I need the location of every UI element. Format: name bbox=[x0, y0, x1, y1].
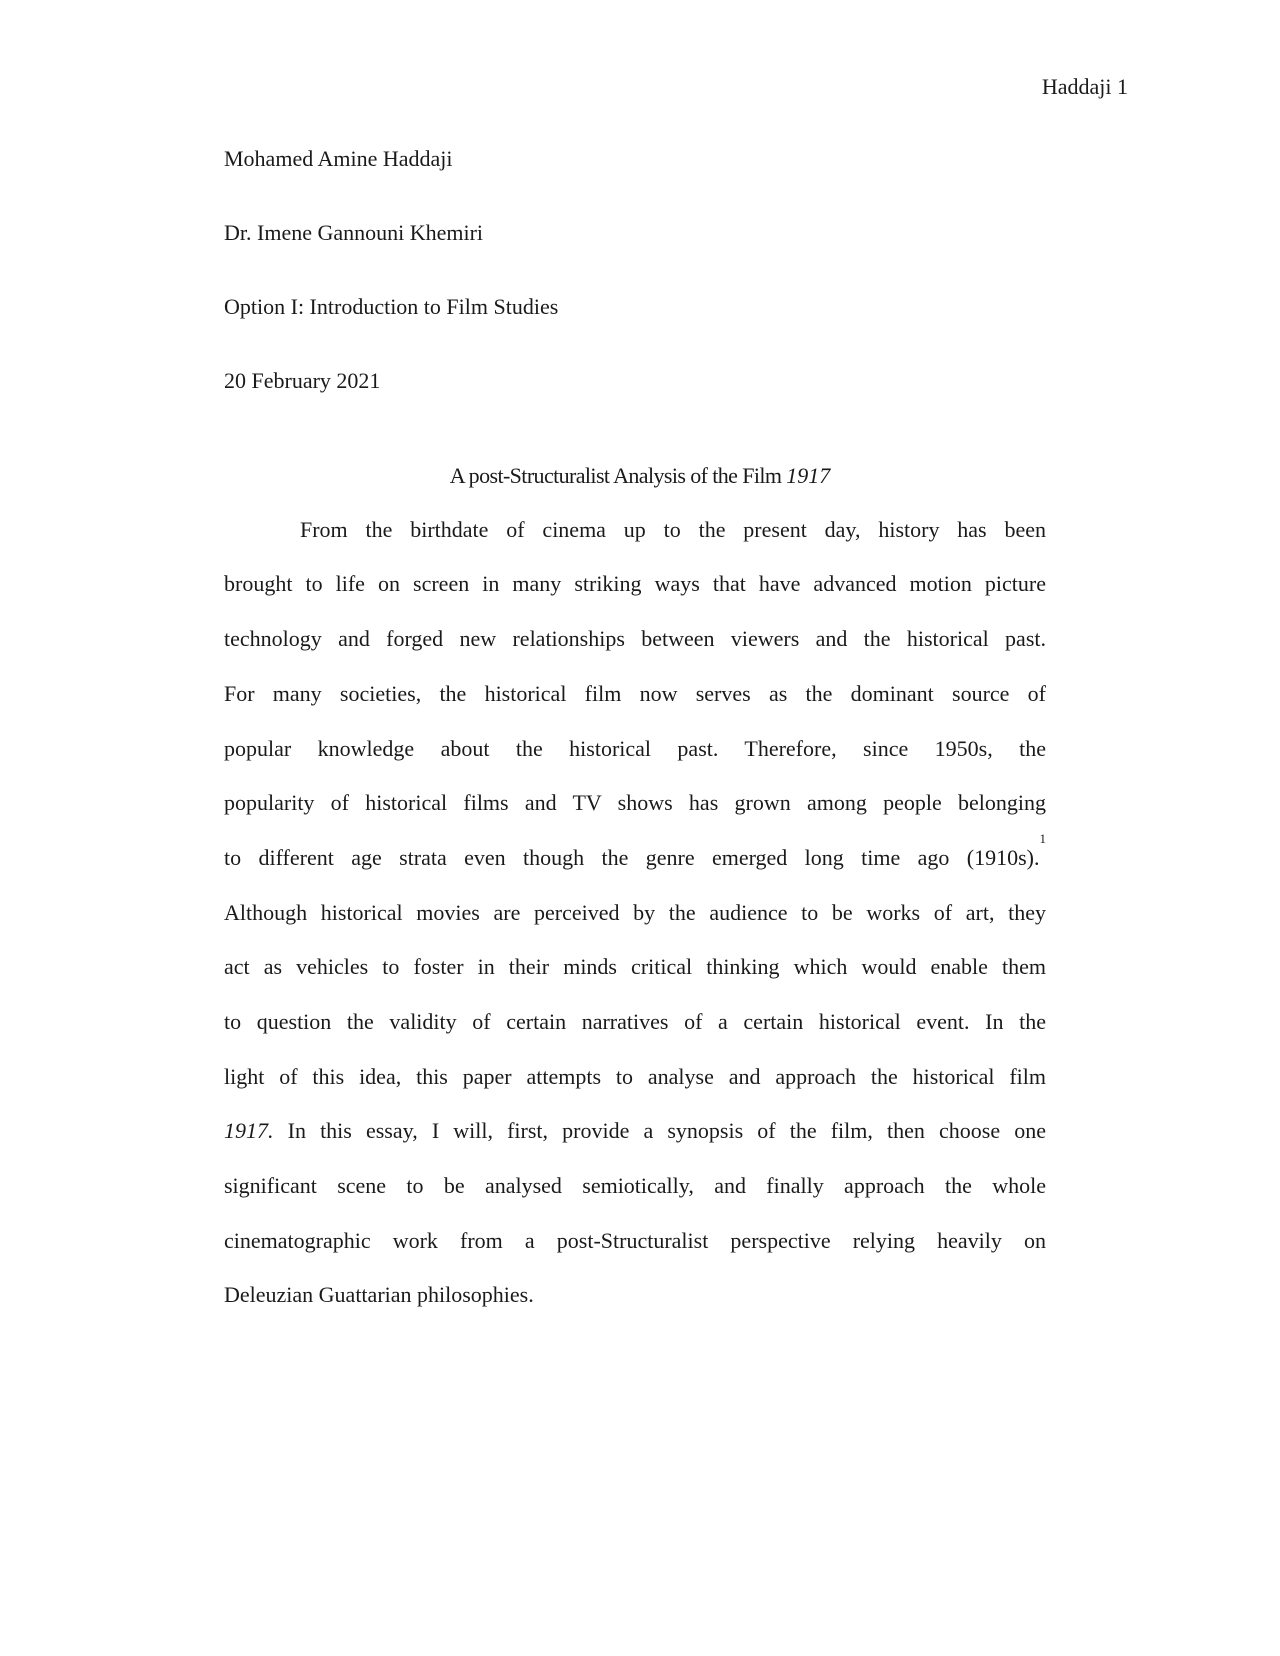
essay-title-film: 1917 bbox=[786, 463, 831, 488]
paragraph-line: cinematographic work from a post-Structuralist perspective relying heavily on bbox=[224, 1228, 1046, 1253]
paragraph-line: popularity of historical films and TV shows has grown among people belonging bbox=[224, 790, 1046, 815]
film-title-italic: 1917. bbox=[224, 1118, 274, 1143]
paragraph-line: brought to life on screen in many striking ways that have advanced motion picture bbox=[224, 571, 1046, 596]
paragraph-line: popular knowledge about the historical past. Therefore, since 1950s, the bbox=[224, 736, 1046, 761]
running-head-page-number: Haddaji 1 bbox=[1041, 74, 1128, 99]
paragraph-line: light of this idea, this paper attempts to analyse and approach the historical film bbox=[224, 1064, 1046, 1089]
paragraph-line-with-italic bbox=[224, 1118, 1046, 1144]
course-name: Option I: Introduction to Film Studies bbox=[224, 294, 559, 319]
paragraph-line: From the birthdate of cinema up to the present day, history has been bbox=[300, 517, 1046, 542]
paragraph-line-text: to different age strata even though the genre emerged long time ago (1910s). bbox=[224, 845, 1040, 870]
author-name: Mohamed Amine Haddaji bbox=[224, 146, 453, 171]
paragraph-line-text: In this essay, I will, first, provide a synopsis of the film, then choose one bbox=[273, 1118, 1046, 1143]
paragraph-line: act as vehicles to foster in their minds critical thinking which would enable them bbox=[224, 954, 1046, 979]
paragraph-line: significant scene to be analysed semiotically, and finally approach the whole bbox=[224, 1173, 1046, 1198]
essay-title-text: A post-Structuralist Analysis of the Film bbox=[449, 463, 787, 488]
essay-title bbox=[0, 463, 1280, 489]
instructor-name: Dr. Imene Gannouni Khemiri bbox=[224, 220, 484, 245]
paragraph-line: For many societies, the historical film now serves as the dominant source of bbox=[224, 681, 1046, 706]
submission-date: 20 February 2021 bbox=[224, 368, 381, 393]
paragraph-line-with-footnote bbox=[224, 831, 1046, 871]
paragraph-line-last: Deleuzian Guattarian philosophies. bbox=[224, 1282, 534, 1307]
paragraph-line: Although historical movies are perceived by the audience to be works of art, they bbox=[224, 900, 1046, 925]
footnote-marker[interactable]: 1 bbox=[1039, 831, 1046, 846]
paragraph-line: to question the validity of certain narratives of a certain historical event. In the bbox=[224, 1009, 1046, 1034]
paragraph-line: technology and forged new relationships between viewers and the historical past. bbox=[224, 626, 1046, 651]
